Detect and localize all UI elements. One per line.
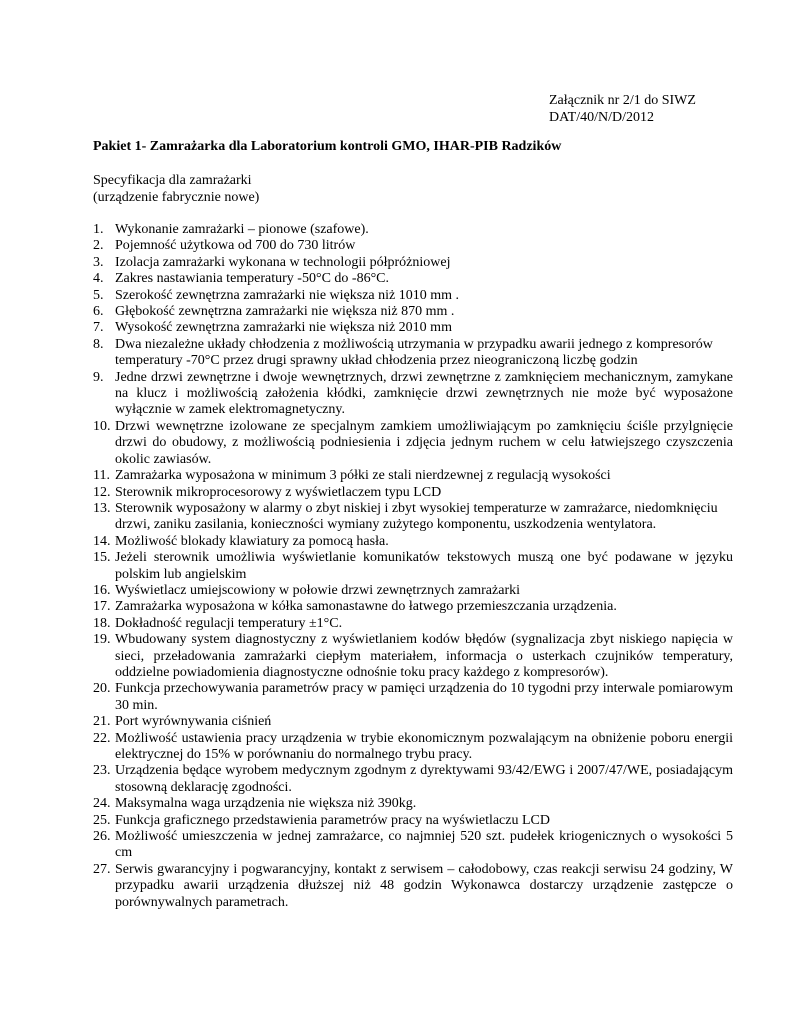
item-number: 14. bbox=[93, 533, 111, 549]
item-number: 5. bbox=[93, 287, 104, 303]
item-number: 6. bbox=[93, 304, 104, 320]
item-number: 3. bbox=[93, 254, 104, 270]
specification-line-2: (urządzenie fabrycznie nowe) bbox=[93, 190, 260, 205]
list-item bbox=[93, 288, 733, 304]
list-item bbox=[93, 320, 733, 336]
item-number: 2. bbox=[93, 238, 104, 254]
item-number: 23. bbox=[93, 763, 111, 779]
specification-heading bbox=[93, 172, 259, 206]
list-item bbox=[93, 796, 733, 812]
list-item bbox=[93, 681, 733, 714]
item-text: Funkcja graficznego przedstawienia parametrów pracy na wyświetlaczu LCD bbox=[115, 812, 550, 828]
list-item bbox=[93, 599, 733, 615]
list-item bbox=[93, 731, 733, 764]
list-item bbox=[93, 304, 733, 320]
list-item bbox=[93, 862, 733, 911]
list-item bbox=[93, 714, 733, 730]
list-item bbox=[93, 419, 733, 468]
item-text: Port wyrównywania ciśnień bbox=[115, 714, 272, 730]
item-text: Wyświetlacz umiejscowiony w połowie drzwi zewnętrznych zamrażarki bbox=[115, 582, 520, 598]
item-text: Drzwi wewnętrzne izolowane ze specjalnym zamkiem umożliwiającym po zamknięciu ściśle przylgnięcie drzwi do obudowy, z możliwością podniesienia i zdjęcia jednym ruchem w celu łatwiejszego czyszczenia okolic zawiasów. bbox=[115, 418, 733, 467]
list-item bbox=[93, 255, 733, 271]
item-text: Głębokość zewnętrzna zamrażarki nie większa niż 870 mm . bbox=[115, 304, 455, 320]
item-number: 12. bbox=[93, 484, 111, 500]
item-text: Jedne drzwi zewnętrzne i dwoje wewnętrznych, drzwi zewnętrzne z zamknięciem mechanicznym, zamykane na klucz i możliwością założenia kłódki, zamknięcie drzwi zewnętrznych nie może być wyposażone wyłącznie w zamek elektromagnetyczny. bbox=[115, 369, 733, 418]
item-text: Dwa niezależne układy chłodzenia z możliwością utrzymania w przypadku awarii jednego z kompresorów temperatury -70°C przez drugi sprawny układ chłodzenia przez nieograniczoną liczbę godzin bbox=[115, 336, 713, 369]
item-text: Jeżeli sterownik umożliwia wyświetlanie komunikatów tekstowych muszą one być podawane w języku polskim lub angielskim bbox=[115, 550, 733, 582]
list-item bbox=[93, 534, 733, 550]
attachment-line-1: Załącznik nr 2/1 do SIWZ bbox=[549, 93, 696, 108]
item-text: Możliwość blokady klawiatury za pomocą hasła. bbox=[115, 533, 389, 549]
list-item bbox=[93, 271, 733, 287]
item-text: Wbudowany system diagnostyczny z wyświetlaniem kodów błędów (sygnalizacja zbyt niskiego napięcia w sieci, przeładowania zamrażarki ciepłym materiałem, informacja o usterkach czujników temperatury, oddzielne powiadomienia diagnostyczne odnośnie toku pracy każdego z kompresorów). bbox=[115, 632, 733, 680]
list-item bbox=[93, 550, 733, 583]
item-number: 4. bbox=[93, 271, 104, 287]
item-number: 7. bbox=[93, 320, 104, 336]
item-number: 27. bbox=[93, 861, 111, 877]
list-item bbox=[93, 485, 733, 501]
item-number: 8. bbox=[93, 336, 104, 352]
item-number: 26. bbox=[93, 829, 111, 845]
item-number: 11. bbox=[93, 468, 110, 484]
package-title: Pakiet 1- Zamrażarka dla Laboratorium kontroli GMO, IHAR-PIB Radzików bbox=[93, 139, 562, 154]
list-item bbox=[93, 813, 733, 829]
item-text: Możliwość umieszczenia w jednej zamrażarce, co najmniej 520 szt. pudełek kriogenicznych o wysokości 5 cm bbox=[115, 829, 733, 861]
item-number: 22. bbox=[93, 730, 111, 746]
item-number: 20. bbox=[93, 681, 111, 697]
item-text: Zamrażarka wyposażona w kółka samonastawne do łatwego przemieszczania urządzenia. bbox=[115, 599, 617, 615]
list-item bbox=[93, 370, 733, 419]
list-item bbox=[93, 501, 733, 534]
list-item bbox=[93, 468, 733, 484]
list-item bbox=[93, 337, 733, 370]
item-text: Izolacja zamrażarki wykonana w technologii półpróżniowej bbox=[115, 254, 451, 270]
item-text: Urządzenia będące wyrobem medycznym zgodnym z dyrektywami 93/42/EWG i 2007/47/WE, posiadającym stosowną deklarację zgodności. bbox=[115, 763, 733, 795]
requirements-list bbox=[93, 222, 733, 911]
item-text: Szerokość zewnętrzna zamrażarki nie większa niż 1010 mm . bbox=[115, 287, 460, 303]
list-item bbox=[93, 222, 733, 238]
item-text: Sterownik mikroprocesorowy z wyświetlaczem typu LCD bbox=[115, 484, 442, 500]
item-number: 13. bbox=[93, 500, 111, 516]
item-number: 24. bbox=[93, 796, 111, 812]
list-item bbox=[93, 632, 733, 681]
item-text: Funkcja przechowywania parametrów pracy w pamięci urządzenia do 10 tygodni przy interwale pomiarowym 30 min. bbox=[115, 681, 733, 713]
item-number: 19. bbox=[93, 632, 111, 648]
item-text: Zakres nastawiania temperatury -50°C do -86°C. bbox=[115, 271, 390, 287]
item-text: Dokładność regulacji temperatury ±1°C. bbox=[115, 615, 343, 631]
item-number: 1. bbox=[93, 222, 104, 237]
item-number: 21. bbox=[93, 714, 111, 730]
list-item bbox=[93, 616, 733, 632]
list-item bbox=[93, 238, 733, 254]
item-text: Pojemność użytkowa od 700 do 730 litrów bbox=[115, 238, 356, 254]
item-text: Wysokość zewnętrzna zamrażarki nie większa niż 2010 mm bbox=[115, 320, 452, 336]
item-number: 16. bbox=[93, 582, 111, 598]
item-number: 18. bbox=[93, 615, 111, 631]
specification-line-1: Specyfikacja dla zamrażarki bbox=[93, 173, 252, 188]
item-text: Wykonanie zamrażarki – pionowe (szafowe). bbox=[115, 222, 369, 237]
attachment-line-2: DAT/40/N/D/2012 bbox=[549, 110, 654, 125]
item-number: 15. bbox=[93, 550, 111, 566]
list-item bbox=[93, 763, 733, 796]
item-text: Serwis gwarancyjny i pogwarancyjny, kontakt z serwisem – całodobowy, czas reakcji serwisu 24 godziny, W przypadku awarii urządzenia dłuższej niż 48 godzin Wykonawca dostarczy urządzenie zastępcze o porównywalnych parametrach. bbox=[115, 861, 733, 910]
item-text: Maksymalna waga urządzenia nie większa niż 390kg. bbox=[115, 796, 417, 812]
list-item bbox=[93, 583, 733, 599]
item-number: 9. bbox=[93, 369, 104, 385]
list-item bbox=[93, 829, 733, 862]
attachment-reference bbox=[549, 92, 696, 126]
item-text: Sterownik wyposażony w alarmy o zbyt niskiej i zbyt wysokiej temperaturze w zamrażarce, niedomknięciu drzwi, zaniku zasilania, konieczności wymiany zużytego komponentu, uszkodzenia wentylatora. bbox=[115, 500, 718, 533]
item-number: 10. bbox=[93, 418, 111, 434]
item-number: 17. bbox=[93, 599, 111, 615]
item-text: Zamrażarka wyposażona w minimum 3 półki ze stali nierdzewnej z regulacją wysokości bbox=[115, 468, 611, 484]
item-text: Możliwość ustawienia pracy urządzenia w trybie ekonomicznym pozwalającym na obniżenie poboru energii elektrycznej do 15% w porównaniu do normalnego trybu pracy. bbox=[115, 730, 733, 762]
item-number: 25. bbox=[93, 812, 111, 828]
